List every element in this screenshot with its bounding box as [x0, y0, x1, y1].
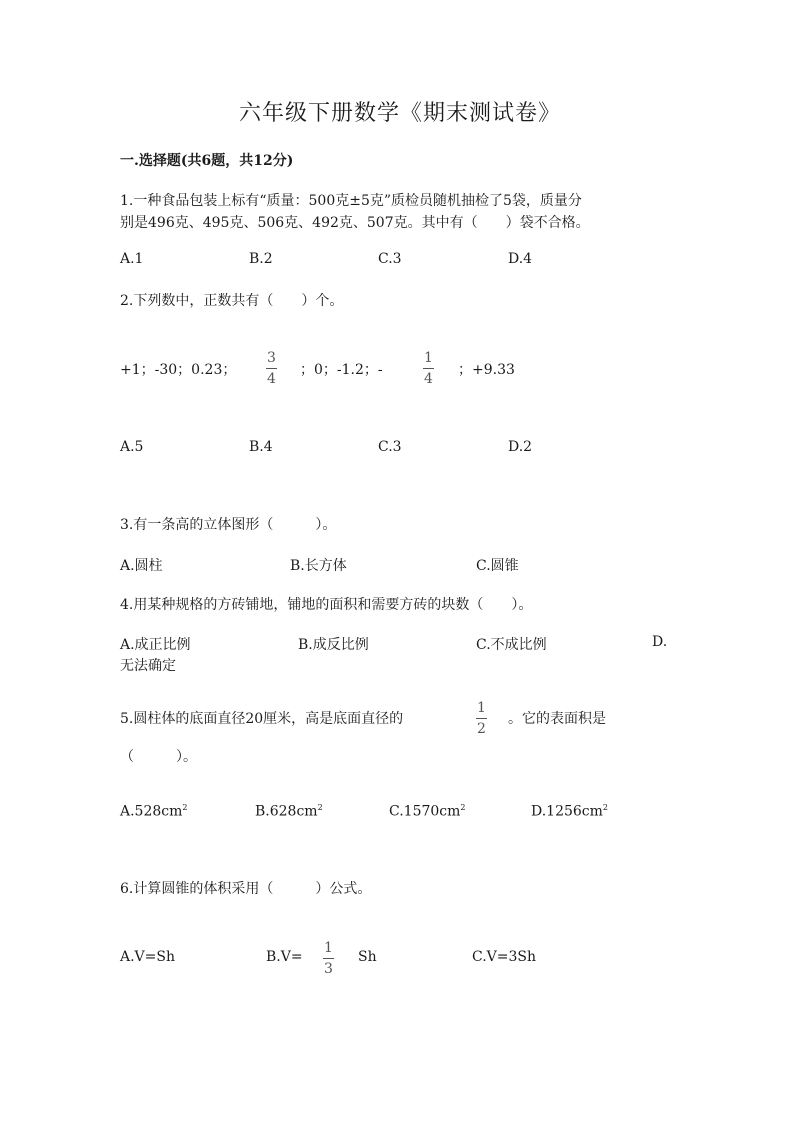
q6-option-b-suffix[interactable]: Sh [358, 949, 377, 965]
q5-stem-part1: 5.圆柱体的底面直径20厘米，高是底面直径的 [120, 711, 404, 727]
q5-option-b[interactable] [255, 803, 323, 820]
q3-stem: 3.有一条高的立体图形（ ）。 [120, 517, 337, 533]
q1-stem-line1: 1.一种食品包装上标有“质量：500克±5克”质检员随机抽检了5袋，质量分 [120, 193, 582, 209]
q2-option-d[interactable]: D.2 [508, 439, 533, 455]
q4-option-a[interactable]: A.成正比例 [120, 637, 191, 653]
q1-option-b[interactable]: B.2 [249, 251, 273, 267]
q5-option-d[interactable] [531, 803, 608, 820]
q2-fraction-one-quarter [423, 350, 434, 387]
q2-numbers-part3: ；+9.33 [458, 362, 515, 378]
q4-option-b[interactable]: B.成反比例 [298, 637, 369, 653]
fraction-numerator: 1 [477, 700, 486, 716]
q4-option-c[interactable]: C.不成比例 [476, 637, 547, 653]
q5-stem-part3: （ ）。 [120, 749, 197, 765]
q5-option-d-text: D.1256cm [531, 803, 603, 820]
q6-option-b-prefix[interactable]: B.V= [266, 949, 303, 965]
q6-stem: 6.计算圆锥的体积采用（ ）公式。 [120, 881, 372, 897]
q6-option-c[interactable]: C.V=3Sh [472, 949, 537, 965]
unit-exponent: 2 [460, 803, 466, 812]
q4-option-d[interactable]: D. [652, 634, 668, 650]
unit-exponent: 2 [317, 803, 323, 812]
section-heading: 一.选择题(共6题，共12分) [120, 153, 294, 169]
fraction-numerator: 1 [324, 940, 333, 956]
page-title: 六年级下册数学《期末测试卷》 [238, 101, 561, 126]
q2-stem: 2.下列数中，正数共有（ ）个。 [120, 293, 344, 309]
fraction-denominator: 3 [324, 961, 333, 977]
q2-numbers-part1: +1；-30；0.23； [120, 362, 237, 378]
q3-option-b[interactable]: B.长方体 [290, 558, 347, 574]
q5-option-c-text: C.1570cm [389, 803, 461, 820]
q5-option-c[interactable] [389, 803, 466, 820]
q4-option-d-text[interactable]: 无法确定 [120, 658, 176, 674]
fraction-bar [476, 718, 487, 719]
q1-option-d[interactable]: D.4 [508, 251, 533, 267]
fraction-denominator: 4 [424, 371, 433, 387]
unit-exponent: 2 [602, 803, 609, 812]
q5-option-a[interactable] [120, 803, 188, 820]
q6-option-a[interactable]: A.V=Sh [120, 949, 176, 965]
fraction-bar [323, 958, 334, 959]
fraction-denominator: 4 [267, 371, 276, 387]
fraction-numerator: 3 [267, 350, 276, 366]
fraction-denominator: 2 [477, 721, 486, 737]
q4-stem: 4.用某种规格的方砖铺地，铺地的面积和需要方砖的块数（ ）。 [120, 597, 533, 613]
fraction-bar [266, 368, 277, 369]
q1-option-c[interactable]: C.3 [378, 251, 402, 267]
q5-fraction-one-half [476, 700, 487, 737]
q3-option-a[interactable]: A.圆柱 [120, 558, 163, 574]
q3-option-c[interactable]: C.圆锥 [476, 558, 519, 574]
q2-option-a[interactable]: A.5 [120, 439, 144, 455]
q6-fraction-one-third [323, 940, 334, 977]
q1-option-a[interactable]: A.1 [120, 251, 144, 267]
unit-exponent: 2 [182, 803, 188, 812]
q2-fraction-three-quarters [266, 350, 277, 387]
fraction-numerator: 1 [424, 350, 433, 366]
q2-option-b[interactable]: B.4 [249, 439, 273, 455]
fraction-bar [423, 368, 434, 369]
q5-option-b-text: B.628cm [255, 803, 318, 820]
q5-stem-part2: 。它的表面积是 [508, 711, 606, 727]
q1-stem-line2: 别是496克、495克、506克、492克、507克。其中有（ ）袋不合格。 [120, 215, 590, 231]
q2-option-c[interactable]: C.3 [378, 439, 402, 455]
q5-option-a-text: A.528cm [120, 803, 183, 820]
q2-numbers-part2: ；0；-1.2；- [300, 362, 383, 378]
